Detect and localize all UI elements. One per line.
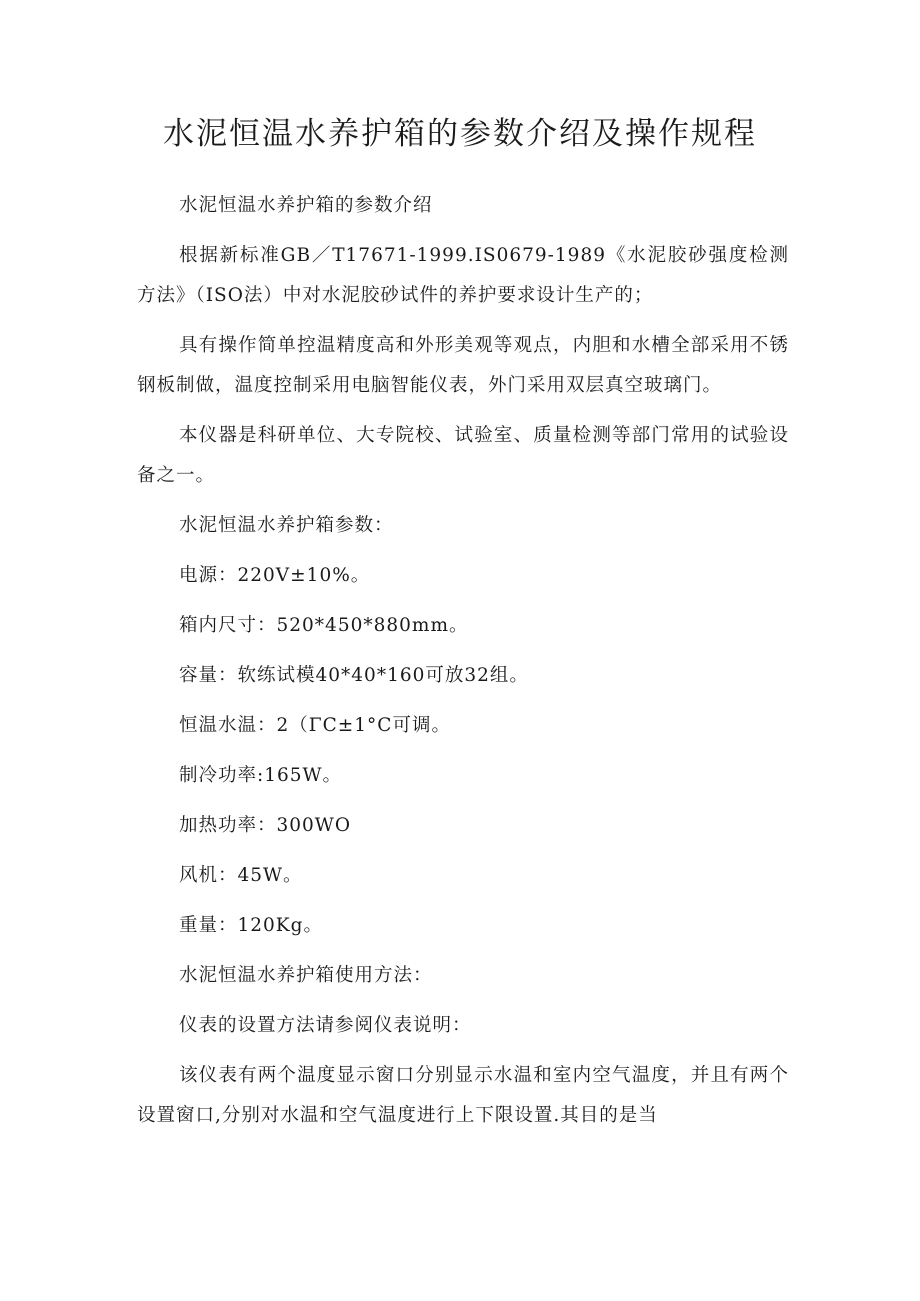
paragraph-instrument-settings: 仪表的设置方法请参阅仪表说明： xyxy=(179,1015,472,1036)
section-heading-parameters: 水泥恒温水养护箱参数： xyxy=(179,515,394,536)
paragraph-standard: 根据新标准GB／T17671-1999.IS0679-1989《水泥胶砂强度检测方法》（ISO法）中对水泥胶砂试件的养护要求设计生产的； xyxy=(137,245,789,306)
section-heading-usage: 水泥恒温水养护箱使用方法： xyxy=(179,965,433,986)
param-heating-power: 加热功率：300WO xyxy=(179,815,351,836)
param-power-supply: 电源：220V±10%。 xyxy=(179,565,371,586)
document-body xyxy=(137,186,789,1146)
paragraph-usage-scope: 本仪器是科研单位、大专院校、试验室、质量检测等部门常用的试验设备之一。 xyxy=(137,425,789,486)
param-water-temp: 恒温水温：2（ΓC±1°C可调。 xyxy=(179,715,451,736)
document-title: 水泥恒温水养护箱的参数介绍及操作规程 xyxy=(163,116,757,152)
paragraph-instrument-description: 该仪表有两个温度显示窗口分别显示水温和室内空气温度，并且有两个设置窗口,分别对水温和空气温度进行上下限设置.其目的是当 xyxy=(137,1065,789,1126)
paragraph-features: 具有操作简单控温精度高和外形美观等观点，内胆和水槽全部采用不锈钢板制做，温度控制采用电脑智能仪表，外门采用双层真空玻璃门。 xyxy=(137,335,789,396)
param-weight: 重量：120Kg。 xyxy=(179,915,323,936)
param-inner-size: 箱内尺寸：520*450*880mm。 xyxy=(179,615,469,636)
param-cooling-power: 制冷功率:165W。 xyxy=(179,765,343,786)
param-capacity: 容量：软练试模40*40*160可放32组。 xyxy=(179,665,529,686)
section-heading-parameters-intro: 水泥恒温水养护箱的参数介绍 xyxy=(179,195,433,216)
param-fan: 风机：45W。 xyxy=(179,865,303,886)
